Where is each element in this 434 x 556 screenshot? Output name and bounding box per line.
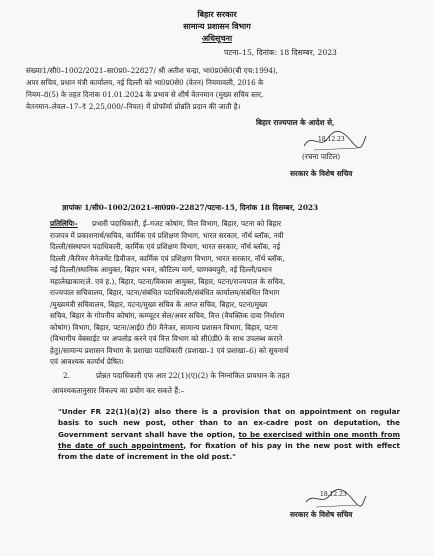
copy-label: प्रतिलिपिः– xyxy=(50,219,78,228)
copy-line: प्रभारी पदाधिकारी, ई–गजट कोषांग, वित्त विभाग, बिहार, पटना को बिहार xyxy=(92,219,282,228)
signatory-designation: सरकार के विशेष सचिव xyxy=(290,169,353,178)
para-2-number: 2. xyxy=(63,371,70,380)
fr-quote xyxy=(58,406,400,462)
government-heading: बिहार सरकार xyxy=(197,9,237,19)
para-2-line-1: प्रोन्नत पदाधिकारी एफ आर 22(1)(ए)(2) के निम्नांकित प्रावधान के तहत xyxy=(96,371,290,380)
quote-part-1: "Under FR 22(1)(a)(2) also there is a provision that on appointment on regular basis to such new post, other than to an ex-cadre post on deputation, the Government servant shall have the option, xyxy=(58,407,400,439)
copy-line: राज्यपाल सचिवालय, बिहार, पटना/संबंधित पदाधिकारी/संबंधित कार्यालय/संबंधित विभाग xyxy=(50,288,280,297)
signature-2-designation: सरकार के विशेष सचिव xyxy=(290,510,353,519)
notification-line-3: नियम–8(5) के तहत दिनांक 01.01.2024 के प्रभाव से शीर्ष वेतनमान (मुख्य सचिव स्तर, xyxy=(26,90,264,99)
copy-line: दिल्ली/संस्थापन पदाधिकारी, कार्मिक एवं प्रशिक्षण विभाग, भारत सरकार, नॉर्थ ब्लॉक, नई xyxy=(50,242,281,251)
copy-line: एवं आवश्यक कार्यार्थ प्रेषित। xyxy=(50,357,124,366)
para-2-line-2: आवश्यकतानुसार विकल्प का प्रयोग कर सकते हैं:– xyxy=(52,386,185,395)
copy-line: नई दिल्ली/स्थानिक आयुक्त, बिहार भवन, कौटिल्य मार्ग, चाणक्यपुरी, नई दिल्ली/प्रधान xyxy=(50,265,272,274)
copy-line: सचिव, बिहार के गोपनीय कोषांग, कम्प्यूटर सेल/अवर सचिव, वित्त (वैयक्तिक दावा निर्धारण xyxy=(50,311,285,320)
copy-line: (विभागीय वेबसाईट पर अपलोड करने एवं वित्त विभाग को सी0डी0 के साथ उपलब्ध कराने xyxy=(50,334,283,343)
signature-2-date: 18.12.23 xyxy=(320,491,347,498)
copy-line: कोषांग) विभाग, बिहार, पटना/आई0 टी0 मैनेजर, सामान्य प्रशासन विभाग, बिहार, पटना xyxy=(50,322,278,332)
quote-part-3: , for fixation of his pay in the new post with effect from the date of increment in the old post." xyxy=(58,440,400,462)
copy-line: महालेखाकार(ले. एवं ह.), बिहार, पटना/विकास आयुक्त, बिहार, पटना/राज्यपाल के सचिव, xyxy=(50,276,286,286)
copy-line: हेतु)/सामान्य प्रशासन विभाग के प्रशाखा पदाधिकारी (प्रशाखा–1 एवं प्रशाखा–6) को सूचनार्थ xyxy=(50,345,289,355)
memo-number: ज्ञापांकः 1/सी0–1002/2021–सा0प्र0–22827/पटना–15, दिनांक 18 दिसम्बर, 2023 xyxy=(62,203,319,212)
signature-1-date: 18.12.23 xyxy=(318,136,345,143)
copy-line: दिल्ली /कैरियर मैनेजमेंट डिवीजन, कार्मिक एवं प्रशिक्षण विभाग, भारत सरकार, नॉर्थ ब्लॉक, xyxy=(50,253,285,263)
copy-line: /मुख्यमंत्री सचिवालय, बिहार, पटना/मुख्य सचिव के आप्त सचिव, बिहार, पटना/मुख्य xyxy=(50,299,268,309)
quote-underlined: to be exercised within one month from the date of such appointment xyxy=(58,429,400,450)
signature-2 xyxy=(300,486,370,512)
signatory-name: (रचना पाटिल) xyxy=(302,152,341,161)
order-by-governor: बिहार राज्यपाल के आदेश से, xyxy=(256,118,335,127)
notification-line-1: संख्याः1/सी0–1002/2021–सा0प्र0–22827/ श्री अतीश चन्द्रा, भा0प्र0से0(बी एच:1994), xyxy=(26,66,279,75)
department-heading: सामान्य प्रशासन विभाग xyxy=(183,21,251,31)
copy-line: राजपत्र में प्रकाशनार्थ/सचिव, कार्मिक एवं प्रशिक्षण विभाग, भारत सरकार, नॉर्थ ब्लॉक, नयी xyxy=(50,230,284,240)
document-title: अधिसूचना xyxy=(201,33,233,43)
place-date: पटना–15, दिनांक: 18 दिसम्बर, 2023 xyxy=(224,48,337,57)
notification-line-2: अपर सचिव, प्रधान मंत्री कार्यालय, नई दिल्ली को भा0प्र0से0 (वेतन) नियमावली, 2016 के xyxy=(26,78,264,87)
notification-line-4: वेतनमान–लेवल–17–₹ 2,25,000/–नियत) में प्रोफॉर्मा प्रोन्नति प्रदान की जाती है। xyxy=(26,102,241,111)
